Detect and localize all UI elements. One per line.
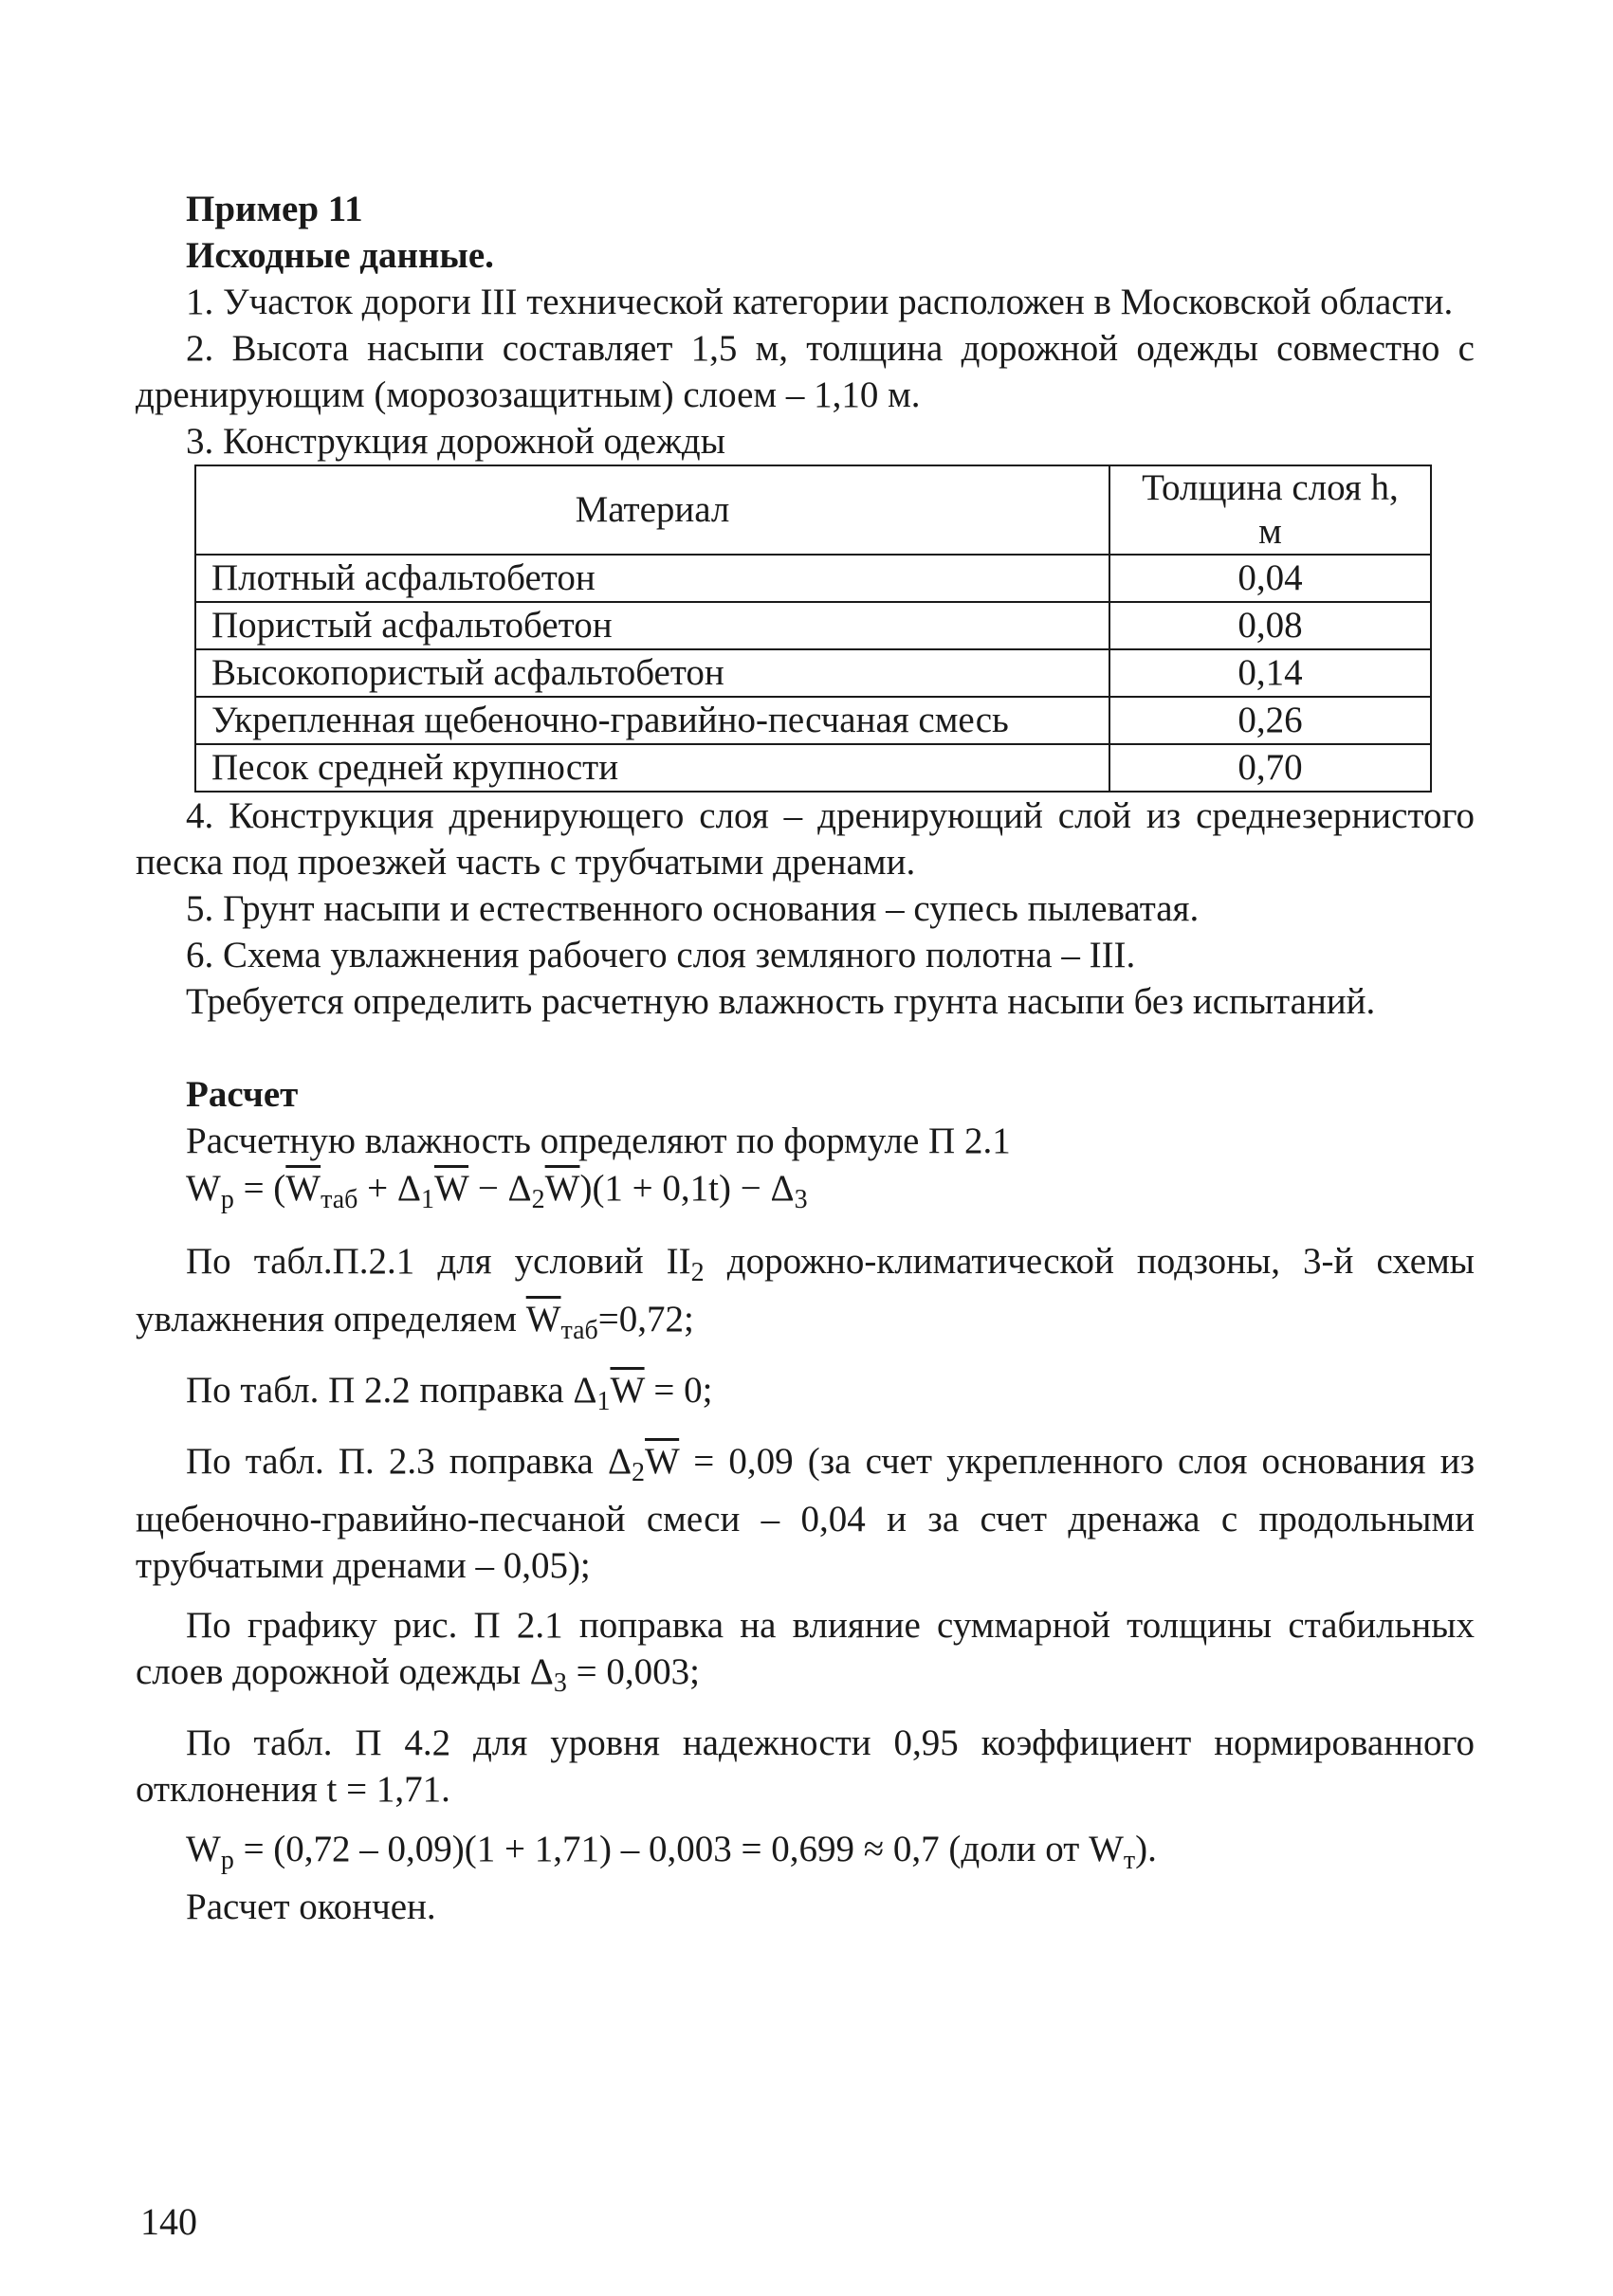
page-number: 140 (140, 2200, 197, 2243)
initial-data-heading: Исходные данные. (186, 235, 494, 276)
cell-thickness: 0,08 (1109, 602, 1431, 649)
item-1: 1. Участок дороги III технической категории расположен в Московской области. (186, 282, 1454, 322)
calc-step-1: По табл.П.2.1 для условий $II_2$ дорожно-климатической подзоны, 3-й схемы увлажнения определяем $\overline{W}_{таб}=0,72$; (136, 1241, 1475, 1345)
header-thickness: Толщина слоя h, м (1109, 465, 1431, 555)
cell-thickness: 0,26 (1109, 697, 1431, 744)
item-6: 6. Схема увлажнения рабочего слоя земляного полотна – III. (186, 935, 1136, 975)
table-row (195, 602, 1431, 649)
table-row (195, 744, 1431, 792)
cell-material: Пористый асфальтобетон (195, 602, 1109, 649)
cell-material: Высокопористый асфальтобетон (195, 649, 1109, 697)
example-heading: Пример 11 (186, 189, 363, 229)
pavement-table (194, 465, 1432, 793)
calc-step-5: По табл. П 4.2 для уровня надежности 0,95 коэффициент нормированного отклонения t = 1,71. (136, 1722, 1475, 1810)
cell-material: Плотный асфальтобетон (195, 555, 1109, 602)
task-statement: Требуется определить расчетную влажность грунта насыпи без испытаний. (186, 981, 1376, 1022)
calc-result: $W_p = (0,72 - 0,09)(1 + 1,71) - 0,003 = 0,699 \approx 0,7$ (доли от $W_т$). (186, 1829, 1157, 1875)
cell-material: Укрепленная щебеночно-гравийно-песчаная смесь (195, 697, 1109, 744)
cell-thickness: 0,70 (1109, 744, 1431, 792)
item-3: 3. Конструкция дорожной одежды (186, 421, 725, 462)
table-header-row (195, 465, 1431, 555)
calc-end: Расчет окончен. (186, 1886, 436, 1927)
cell-thickness: 0,14 (1109, 649, 1431, 697)
calc-step-4: По графику рис. П 2.1 поправка на влияние суммарной толщины стабильных слоев дорожной одежды $\Delta_3 = 0,003$; (136, 1605, 1475, 1698)
calc-heading: Расчет (186, 1074, 299, 1115)
item-2: 2. Высота насыпи составляет 1,5 м, толщина дорожной одежды совместно с дренирующим (морозозащитным) слоем – 1,10 м. (136, 328, 1475, 415)
calc-intro: Расчетную влажность определяют по формуле П 2.1 (186, 1121, 1011, 1161)
table-row (195, 555, 1431, 602)
header-material: Материал (195, 465, 1109, 555)
moisture-formula: $W_p = (\overline{W}_{таб} + \Delta_1\overline{W} - \Delta_2\overline{W})(1 + 0,1t) - \Delta_3$ (186, 1168, 808, 1214)
section-gap (136, 1025, 1475, 1071)
item-4: 4. Конструкция дренирующего слоя – дренирующий слой из среднезернистого песка под проезжей часть с трубчатыми дренами. (136, 795, 1475, 883)
cell-material: Песок средней крупности (195, 744, 1109, 792)
calc-step-3: По табл. П. 2.3 поправка $\Delta_2\overline{W} = 0,09$ (за счет укрепленного слоя основания из щебеночно-гравийно-песчаной смеси – 0,04 и за счет дренажа с продольными трубчатыми дренами – 0,05); (136, 1441, 1475, 1586)
table-row (195, 697, 1431, 744)
item-5: 5. Грунт насыпи и естественного основания – супесь пылеватая. (186, 888, 1200, 929)
cell-thickness: 0,04 (1109, 555, 1431, 602)
table-row (195, 649, 1431, 697)
page-content (136, 186, 1475, 1930)
calc-step-2: По табл. П 2.2 поправка $\Delta_1\overline{W} = 0$; (186, 1370, 713, 1416)
